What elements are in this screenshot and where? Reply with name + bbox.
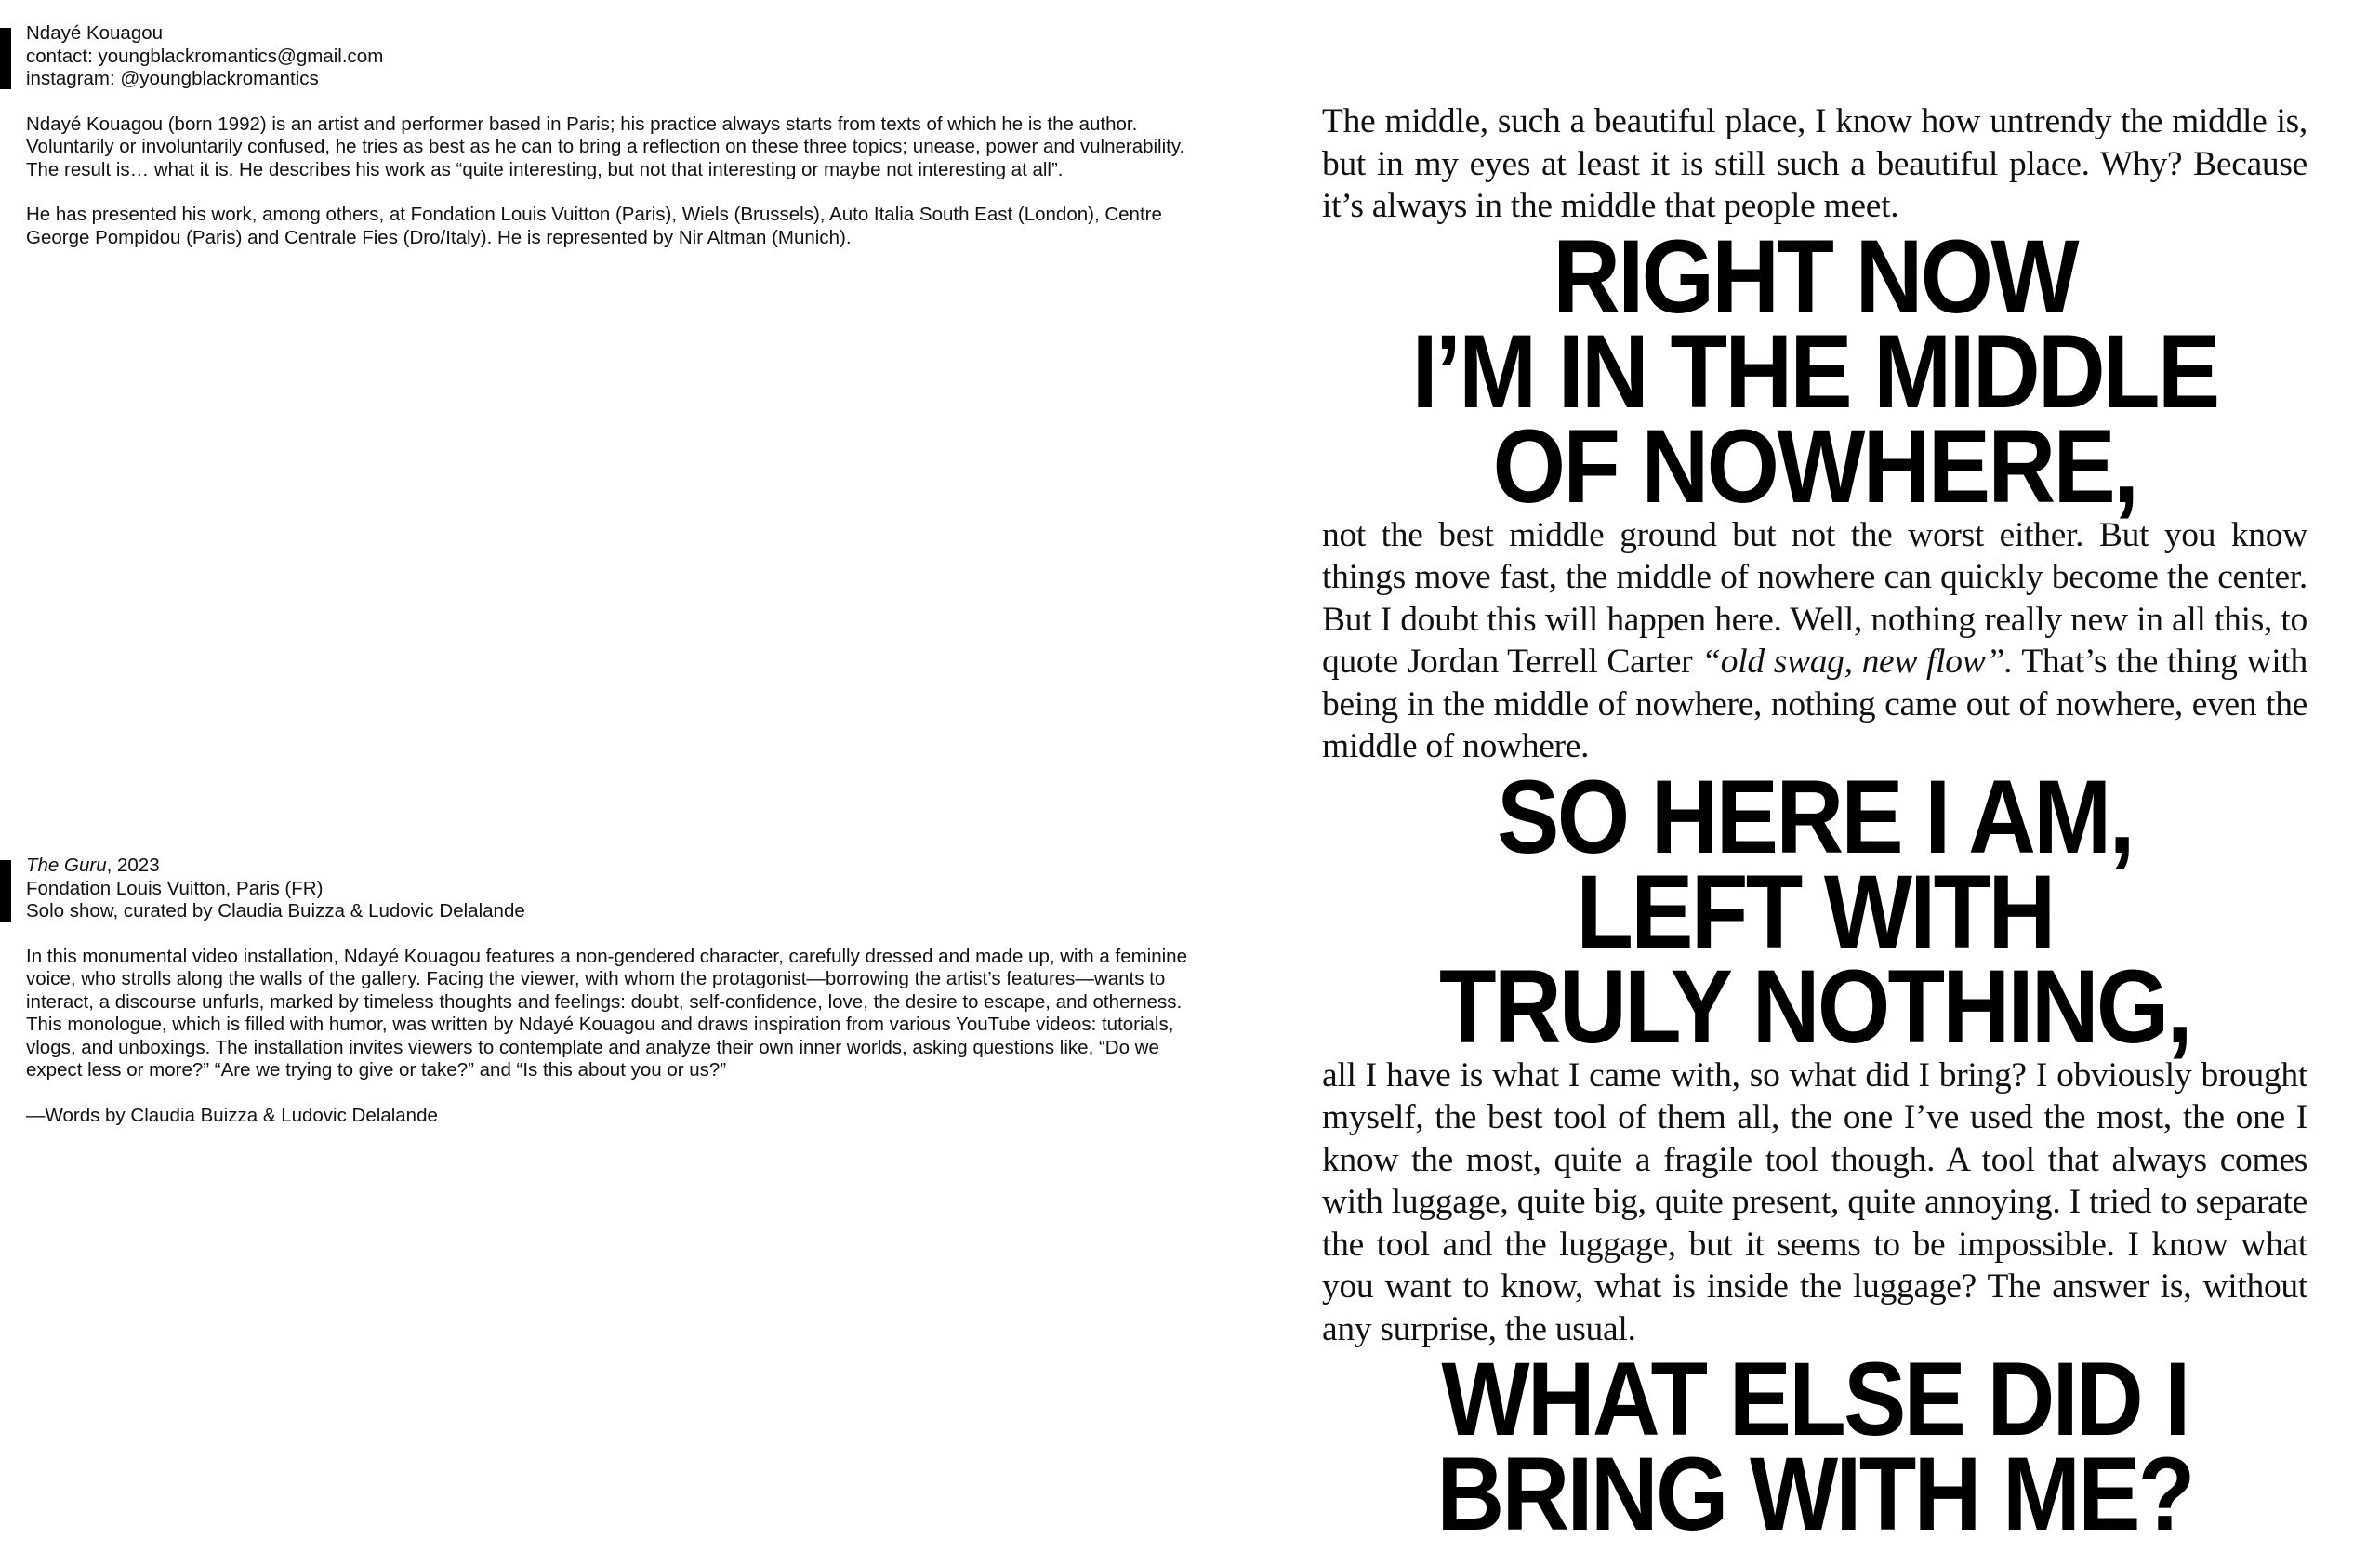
artist-bio <box>0 22 1209 249</box>
section-marker <box>0 860 11 922</box>
headline-1 <box>1371 218 2258 524</box>
work-year: , 2023 <box>106 855 160 876</box>
work-show: Solo show, curated by Claudia Buizza & Ludovic Delalande <box>26 900 525 922</box>
work-credit: —Words by Claudia Buizza & Ludovic Delalande <box>26 1104 438 1126</box>
contact-email[interactable]: contact: youngblackromantics@gmail.com <box>26 45 384 67</box>
headline-line: BRING WITH ME? <box>1436 1436 2193 1552</box>
artist-name: Ndayé Kouagou <box>26 22 164 44</box>
work-description: In this monumental video installation, Ndayé Kouagou features a non-gendered character, carefully dressed and made up, with a feminine voice, who strolls along the walls of the gallery. Facing the viewer, with whom the protagonist—borrowing the artist’s features—wants to interact, a discourse unfurls, marked by timeless thoughts and feelings: doubt, self-confidence, love, the desire to escape, and otherness. This monologue, which is filled with humor, was written by Ndayé Kouagou and draws inspiration from various YouTube videos: tutorials, vlogs, and unboxings. The installation invites viewers to contemplate and analyze their own inner worlds, asking questions like, “Do we expect less or more?” “Are we trying to give or take?” and “Is this about you or us?” <box>26 945 1187 1081</box>
contact-header <box>26 22 1188 91</box>
work-info <box>0 855 1209 1127</box>
text-paragraph-3: all I have is what I came with, so what did I bring? I obviously brought myself, the best tool of them all, the one I’ve used the most, the one I know the most, quite a fragile tool though. A tool that always comes with luggage, quite big, quite present, quite annoying. I tried to separate the tool and the luggage, but it seems to be impossible. I know what you want to know, what is inside the luggage? The answer is, without any surprise, the usual. <box>1322 1055 2307 1348</box>
left-column <box>0 0 1209 1489</box>
text-paragraph-1: The middle, such a beautiful place, I know how untrendy the middle is, but in my eyes at least it is still such a beautiful place. Why? Because it’s always in the middle that people meet. <box>1322 102 2307 225</box>
headline-line: SO HERE I AM, <box>1497 758 2133 875</box>
work-title-line <box>26 855 1188 878</box>
work-title: The Guru <box>26 855 107 876</box>
headline-line: I’M IN THE MIDDLE <box>1411 312 2218 430</box>
bio-paragraph-1: Ndayé Kouagou (born 1992) is an artist and performer based in Paris; his practice always starts from texts of which he is the author. Voluntarily or involuntarily confused, he tries as best as he can to bring a reflection on these three topics; unease, power and vulnerability. The result is… what it is. He describes his work as “quite interesting, but not that interesting or maybe not interesting at all”. <box>26 113 1185 180</box>
headline-line: WHAT ELSE DID I <box>1441 1341 2188 1457</box>
work-venue: Fondation Louis Vuitton, Paris (FR) <box>26 877 324 899</box>
headline-line: OF NOWHERE, <box>1492 407 2137 524</box>
bio-paragraph-2: He has presented his work, among others, at Fondation Louis Vuitton (Paris), Wiels (Brussels), Auto Italia South East (London), Centre George Pompidou (Paris) and Centrale Fies (Dro/Italy). He is represented by Nir Altman (Munich). <box>26 204 1162 248</box>
section-marker <box>0 28 11 89</box>
work-header <box>26 855 1188 923</box>
headline-2 <box>1371 758 2258 1065</box>
headline-3 <box>1371 1341 2258 1552</box>
paragraph-2-start: not the best middle ground but not the worst either. But you know things move fast, the middle of nowhere can quickly become the center. But I doubt this will happen here. Well, nothing really new in all this, to quote Jordan Terrell Carter <box>1322 515 2307 681</box>
headline-line: RIGHT NOW <box>1553 218 2077 335</box>
text-paragraph-2 <box>1322 514 2307 768</box>
instagram-handle[interactable]: instagram: @youngblackromantics <box>26 68 319 89</box>
headline-line: LEFT WITH <box>1576 853 2054 970</box>
headline-line: TRULY NOTHING, <box>1439 948 2190 1065</box>
paragraph-2-end: That’s the thing with being in the middle of nowhere, nothing came out of nowhere, even the middle of nowhere. <box>1322 643 2307 765</box>
main-text-column <box>1322 100 2307 1552</box>
quote-old-swag: “old swag, new flow”. <box>1701 643 2014 681</box>
